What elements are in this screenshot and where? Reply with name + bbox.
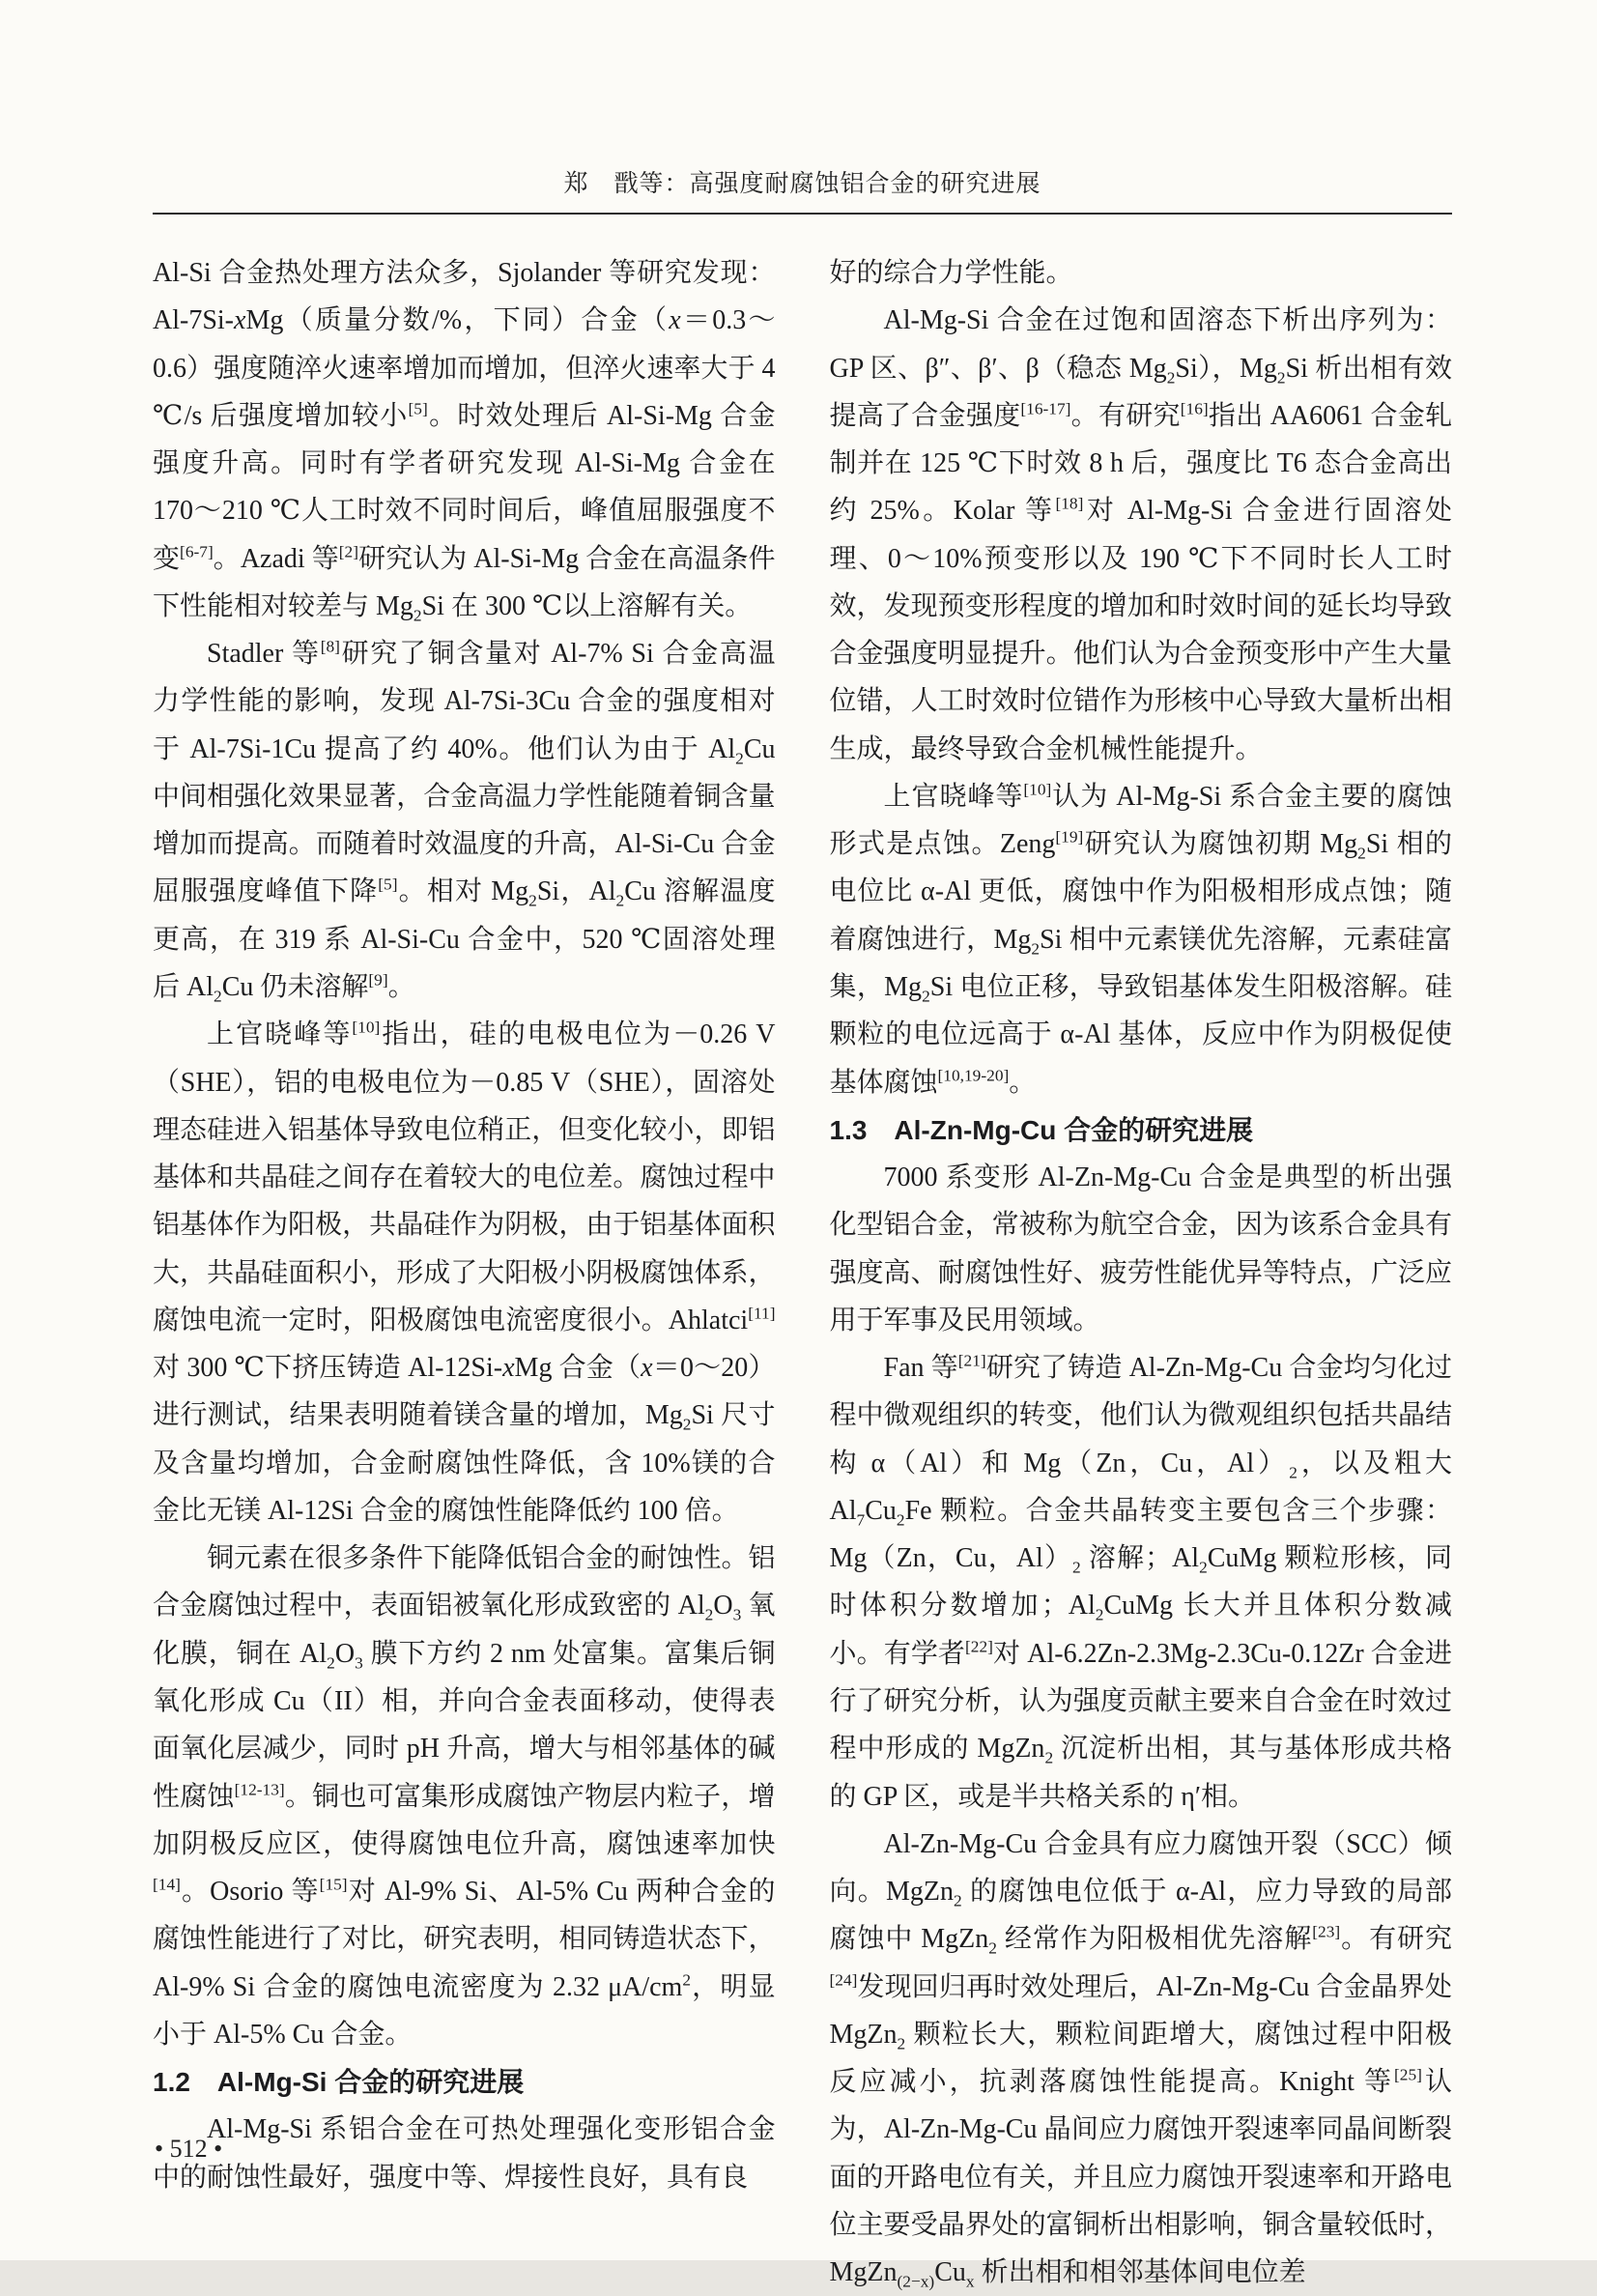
two-column-body [153, 249, 1452, 2296]
paragraph: 好的综合力学性能。 [829, 258, 1073, 288]
paragraph: Al-Zn-Mg-Cu 合金具有应力腐蚀开裂（SCC）倾向。MgZn$_2$ 的腐蚀电位低于 α-Al，应力导致的局部腐蚀中 MgZn$_2$ 经常作为阳极相优先溶解[23]。有研究[24]发现回归再时效处理后，Al-Zn-Mg-Cu 合金晶界处 MgZn$_2$ 颗粒长大，颗粒间距增大，腐蚀过程中阳极反应减小，抗剥落腐蚀性能提高。Knight 等[25]认为，Al-Zn-Mg-Cu 晶间应力腐蚀开裂速率同晶间断裂面的开路电位有关，并且应力腐蚀开裂速率和开路电位主要受晶界处的富铜析出相影响，铜含量较低时，$MgZn_{(2-x)}Cu_x$ 析出相和相邻基体间电位差 [829, 1828, 1452, 2291]
paragraph: Al-Si 合金热处理方法众多，Sjolander 等研究发现：Al-7Si-xMg（质量分数/%，下同）合金（x＝0.3～0.6）强度随淬火速率增加而增加，但淬火速率大于 4 ℃/s 后强度增加较小[5]。时效处理后 Al-Si-Mg 合金强度升高。同时有学者研究发现 Al-Si-Mg 合金在 170～210 ℃人工时效不同时间后，峰值屈服强度不变[6-7]。Azadi 等[2]研究认为 Al-Si-Mg 合金在高温条件下性能相对较差与 $Mg_2Si$ 在 300 ℃以上溶解有关。 [153, 258, 776, 625]
running-head: 郑 戬等：高强度耐腐蚀铝合金的研究进展 [563, 171, 1041, 197]
paragraph: 上官晓峰等[10]指出，硅的电极电位为－0.26 V（SHE），铝的电极电位为－0.85 V（SHE），固溶处理态硅进入铝基体导致电位稍正，但变化较小，即铝基体和共晶硅之间存在着较大的电位差。腐蚀过程中铝基体作为阳极，共晶硅作为阴极，由于铝基体面积大，共晶硅面积小，形成了大阳极小阴极腐蚀体系，腐蚀电流一定时，阳极腐蚀电流密度很小。Ahlatci[11]对 300 ℃下挤压铸造 Al-12Si-xMg 合金（x＝0～20）进行测试，结果表明随着镁含量的增加，$Mg_2Si$ 尺寸及含量均增加，合金耐腐蚀性降低，含 10%镁的合金比无镁 Al-12Si 合金的腐蚀性能降低约 100 倍。 [153, 1018, 776, 1526]
column-right [830, 249, 1453, 2296]
page-number: • 512 • [155, 2135, 223, 2163]
paragraph: 上官晓峰等[10]认为 Al-Mg-Si 系合金主要的腐蚀形式是点蚀。Zeng[19]研究认为腐蚀初期 $Mg_2Si$ 相的电位比 α-Al 更低，腐蚀中作为阳极相形成点蚀；随着腐蚀进行，$Mg_2Si$ 相中元素镁优先溶解，元素硅富集，$Mg_2Si$ 电位正移，导致铝基体发生阳极溶解。硅颗粒的电位远高于 α-Al 基体，反应中作为阴极促使基体腐蚀[10,19-20]。 [829, 780, 1452, 1098]
paragraph: Al-Mg-Si 合金在过饱和固溶态下析出序列为：GP 区、β″、β′、β（稳态 $Mg_2Si$），$Mg_2Si$ 析出相有效提高了合金强度[16-17]。有研究[16]指出 AA6061 合金轧制并在 125 ℃下时效 8 h 后，强度比 T6 态合金高出约 25%。Kolar 等[18]对 Al-Mg-Si 合金进行固溶处理、0～10%预变形以及 190 ℃下不同时长人工时效，发现预变形程度的增加和时效时间的延长均导致合金强度明显提升。他们认为合金预变形中产生大量位错，人工时效时位错作为形核中心导致大量析出相生成，最终导致合金机械性能提升。 [829, 305, 1453, 764]
paragraph: Fan 等[21]研究了铸造 Al-Zn-Mg-Cu 合金均匀化过程中微观组织的转变，他们认为微观组织包括共晶结构 α（Al）和 Mg（Zn，Cu，$Al)_2$，以及粗大 $Al_7Cu_2Fe$ 颗粒。合金共晶转变主要包含三个步骤：Mg（Zn，Cu，$Al)_2$ 溶解；$Al_2CuMg$ 颗粒形核，同时体积分数增加；$Al_2CuMg$ 长大并且体积分数减小。有学者[22]对 Al-6.2Zn-2.3Mg-2.3Cu-0.12Zr 合金进行了研究分析，认为强度贡献主要来自合金在时效过程中形成的 MgZn$_2$ 沉淀析出相，其与基体形成共格的 GP 区，或是半共格关系的 η′相。 [829, 1351, 1452, 1812]
paragraph: 铜元素在很多条件下能降低铝合金的耐蚀性。铝合金腐蚀过程中，表面铝被氧化形成致密的 $Al_2O_3$ 氧化膜，铜在 $Al_2O_3$ 膜下方约 2 nm 处富集。富集后铜氧化形成 Cu（II）相，并向合金表面移动，使得表面氧化层减少，同时 pH 升高，增大与相邻基体的碱性腐蚀[12-13]。铜也可富集形成腐蚀产物层内粒子，增加阴极反应区，使得腐蚀电位升高，腐蚀速率加快[14]。Osorio 等[15]对 Al-9% Si、Al-5% Cu 两种合金的腐蚀性能进行了对比，研究表明，相同铸造状态下，Al-9% Si 合金的腐蚀电流密度为 2.32 $\mu A/cm^2$，明显小于 Al-5% Cu 合金。 [153, 1543, 776, 2050]
section-heading: 1.3 Al-Zn-Mg-Cu 合金的研究进展 [829, 1114, 1254, 1145]
paragraph: Stadler 等[8]研究了铜含量对 Al-7% Si 合金高温力学性能的影响，发现 Al-7Si-3Cu 合金的强度相对于 Al-7Si-1Cu 提高了约 40%。他们认为由于 $Al_2Cu$ 中间相强化效果显著，合金高温力学性能随着铜含量增加而提高。而随着时效温度的升高，Al-Si-Cu 合金屈服强度峰值下降[5]。相对 $Mg_2Si$，$Al_2Cu$ 溶解温度更高，在 319 系 Al-Si-Cu 合金中，520 ℃固溶处理后 $Al_2Cu$ 仍未溶解[9]。 [153, 637, 776, 1006]
paragraph: 7000 系变形 Al-Zn-Mg-Cu 合金是典型的析出强化型铝合金，常被称为航空合金，因为该系合金具有强度高、耐腐蚀性好、疲劳性能优异等特点，广泛应用于军事及民用领域。 [829, 1162, 1452, 1335]
header-rule [153, 213, 1452, 215]
paragraph: Al-Mg-Si 系铝合金在可热处理强化变形铝合金中的耐蚀性最好，强度中等、焊接性良好，具有良 [153, 2114, 776, 2193]
column-left [153, 249, 776, 2296]
section-heading: 1.2 Al-Mg-Si 合金的研究进展 [153, 2067, 525, 2098]
